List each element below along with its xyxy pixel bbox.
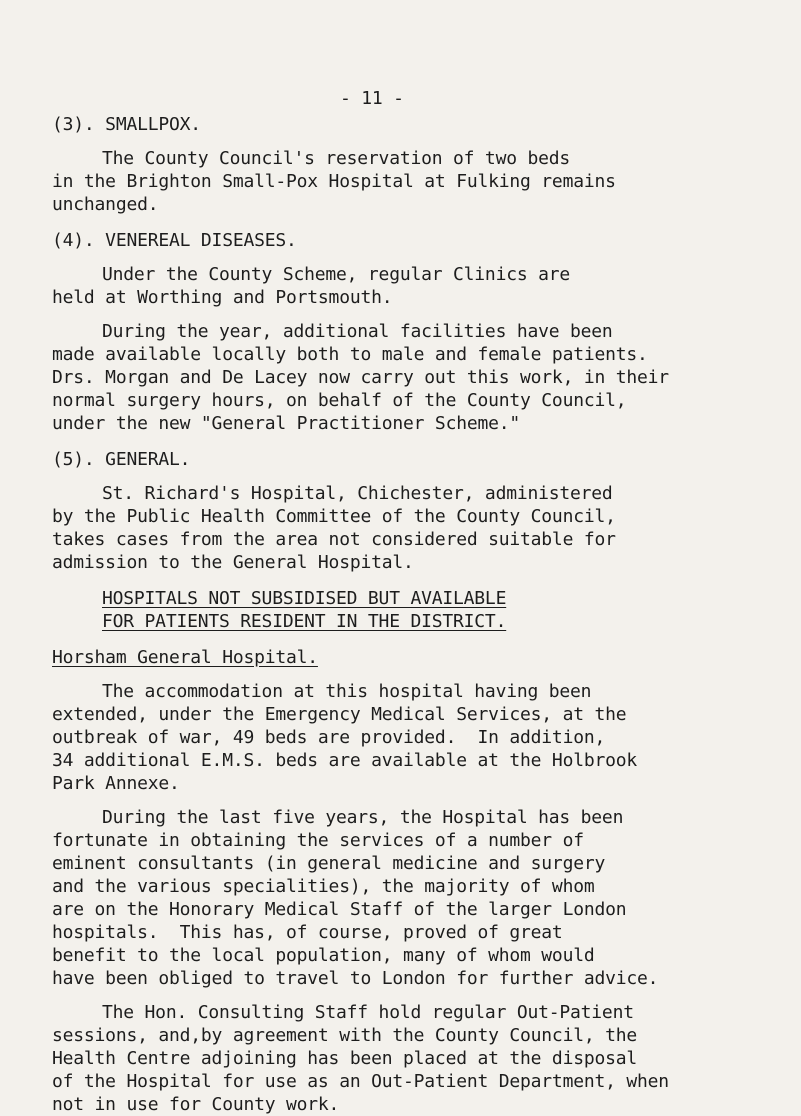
horsham-p2-line-3: eminent consultants (in general medicine and surgery xyxy=(52,853,606,874)
horsham-p2-line-1: During the last five years, the Hospital has been xyxy=(102,807,624,828)
horsham-p3-line-3: Health Centre adjoining has been placed at the disposal xyxy=(52,1048,638,1069)
venereal-p2-line-4: normal surgery hours, on behalf of the County Council, xyxy=(52,390,627,411)
general-heading: (5). GENERAL. xyxy=(52,449,191,470)
horsham-p1-line-4: 34 additional E.M.S. beds are available at the Holbrook xyxy=(52,750,638,771)
horsham-p1-line-2: extended, under the Emergency Medical Services, at the xyxy=(52,704,627,725)
general-line-3: takes cases from the area not considered suitable for xyxy=(52,529,616,550)
horsham-p1-line-5: Park Annexe. xyxy=(52,773,180,794)
horsham-p3-line-1: The Hon. Consulting Staff hold regular Out-Patient xyxy=(102,1002,634,1023)
venereal-p2-line-2: made available locally both to male and female patients. xyxy=(52,344,648,365)
hospitals-heading-line-2: FOR PATIENTS RESIDENT IN THE DISTRICT. xyxy=(102,611,507,632)
smallpox-heading xyxy=(52,114,201,136)
page-number: - 11 - xyxy=(340,88,404,109)
general-line-4: admission to the General Hospital. xyxy=(52,552,414,573)
horsham-p1-line-3: outbreak of war, 49 beds are provided. In addition, xyxy=(52,727,606,748)
general-line-2: by the Public Health Committee of the County Council, xyxy=(52,506,616,527)
venereal-p2-line-5: under the new "General Practitioner Scheme." xyxy=(52,413,521,434)
horsham-heading: Horsham General Hospital. xyxy=(52,647,318,668)
horsham-p2-line-2: fortunate in obtaining the services of a number of xyxy=(52,830,584,851)
horsham-p2-line-4: and the various specialities), the majority of whom xyxy=(52,876,595,897)
smallpox-line-1: The County Council's reservation of two beds xyxy=(102,148,571,169)
smallpox-line-3: unchanged. xyxy=(52,194,159,215)
horsham-p3-line-5: not in use for County work. xyxy=(52,1094,340,1115)
horsham-p3-line-2: sessions, and,by agreement with the County Council, the xyxy=(52,1025,638,1046)
general-line-1: St. Richard's Hospital, Chichester, administered xyxy=(102,483,613,504)
horsham-p1-line-1: The accommodation at this hospital having been xyxy=(102,681,592,702)
horsham-p2-line-7: benefit to the local population, many of whom would xyxy=(52,945,595,966)
venereal-p1-line-2: held at Worthing and Portsmouth. xyxy=(52,287,393,308)
venereal-p1-line-1: Under the County Scheme, regular Clinics are xyxy=(102,264,571,285)
smallpox-line-2: in the Brighton Small-Pox Hospital at Fulking remains xyxy=(52,171,616,192)
hospitals-heading-line-1: HOSPITALS NOT SUBSIDISED BUT AVAILABLE xyxy=(102,588,507,609)
smallpox-heading-text: (3). SMALLPOX. xyxy=(52,114,201,135)
venereal-heading: (4). VENEREAL DISEASES. xyxy=(52,230,297,251)
venereal-p2-line-3: Drs. Morgan and De Lacey now carry out this work, in their xyxy=(52,367,669,388)
venereal-p2-line-1: During the year, additional facilities have been xyxy=(102,321,613,342)
horsham-p3-line-4: of the Hospital for use as an Out-Patient Department, when xyxy=(52,1071,669,1092)
horsham-p2-line-6: hospitals. This has, of course, proved of great xyxy=(52,922,563,943)
horsham-p2-line-8: have been obliged to travel to London for further advice. xyxy=(52,968,659,989)
horsham-p2-line-5: are on the Honorary Medical Staff of the larger London xyxy=(52,899,627,920)
